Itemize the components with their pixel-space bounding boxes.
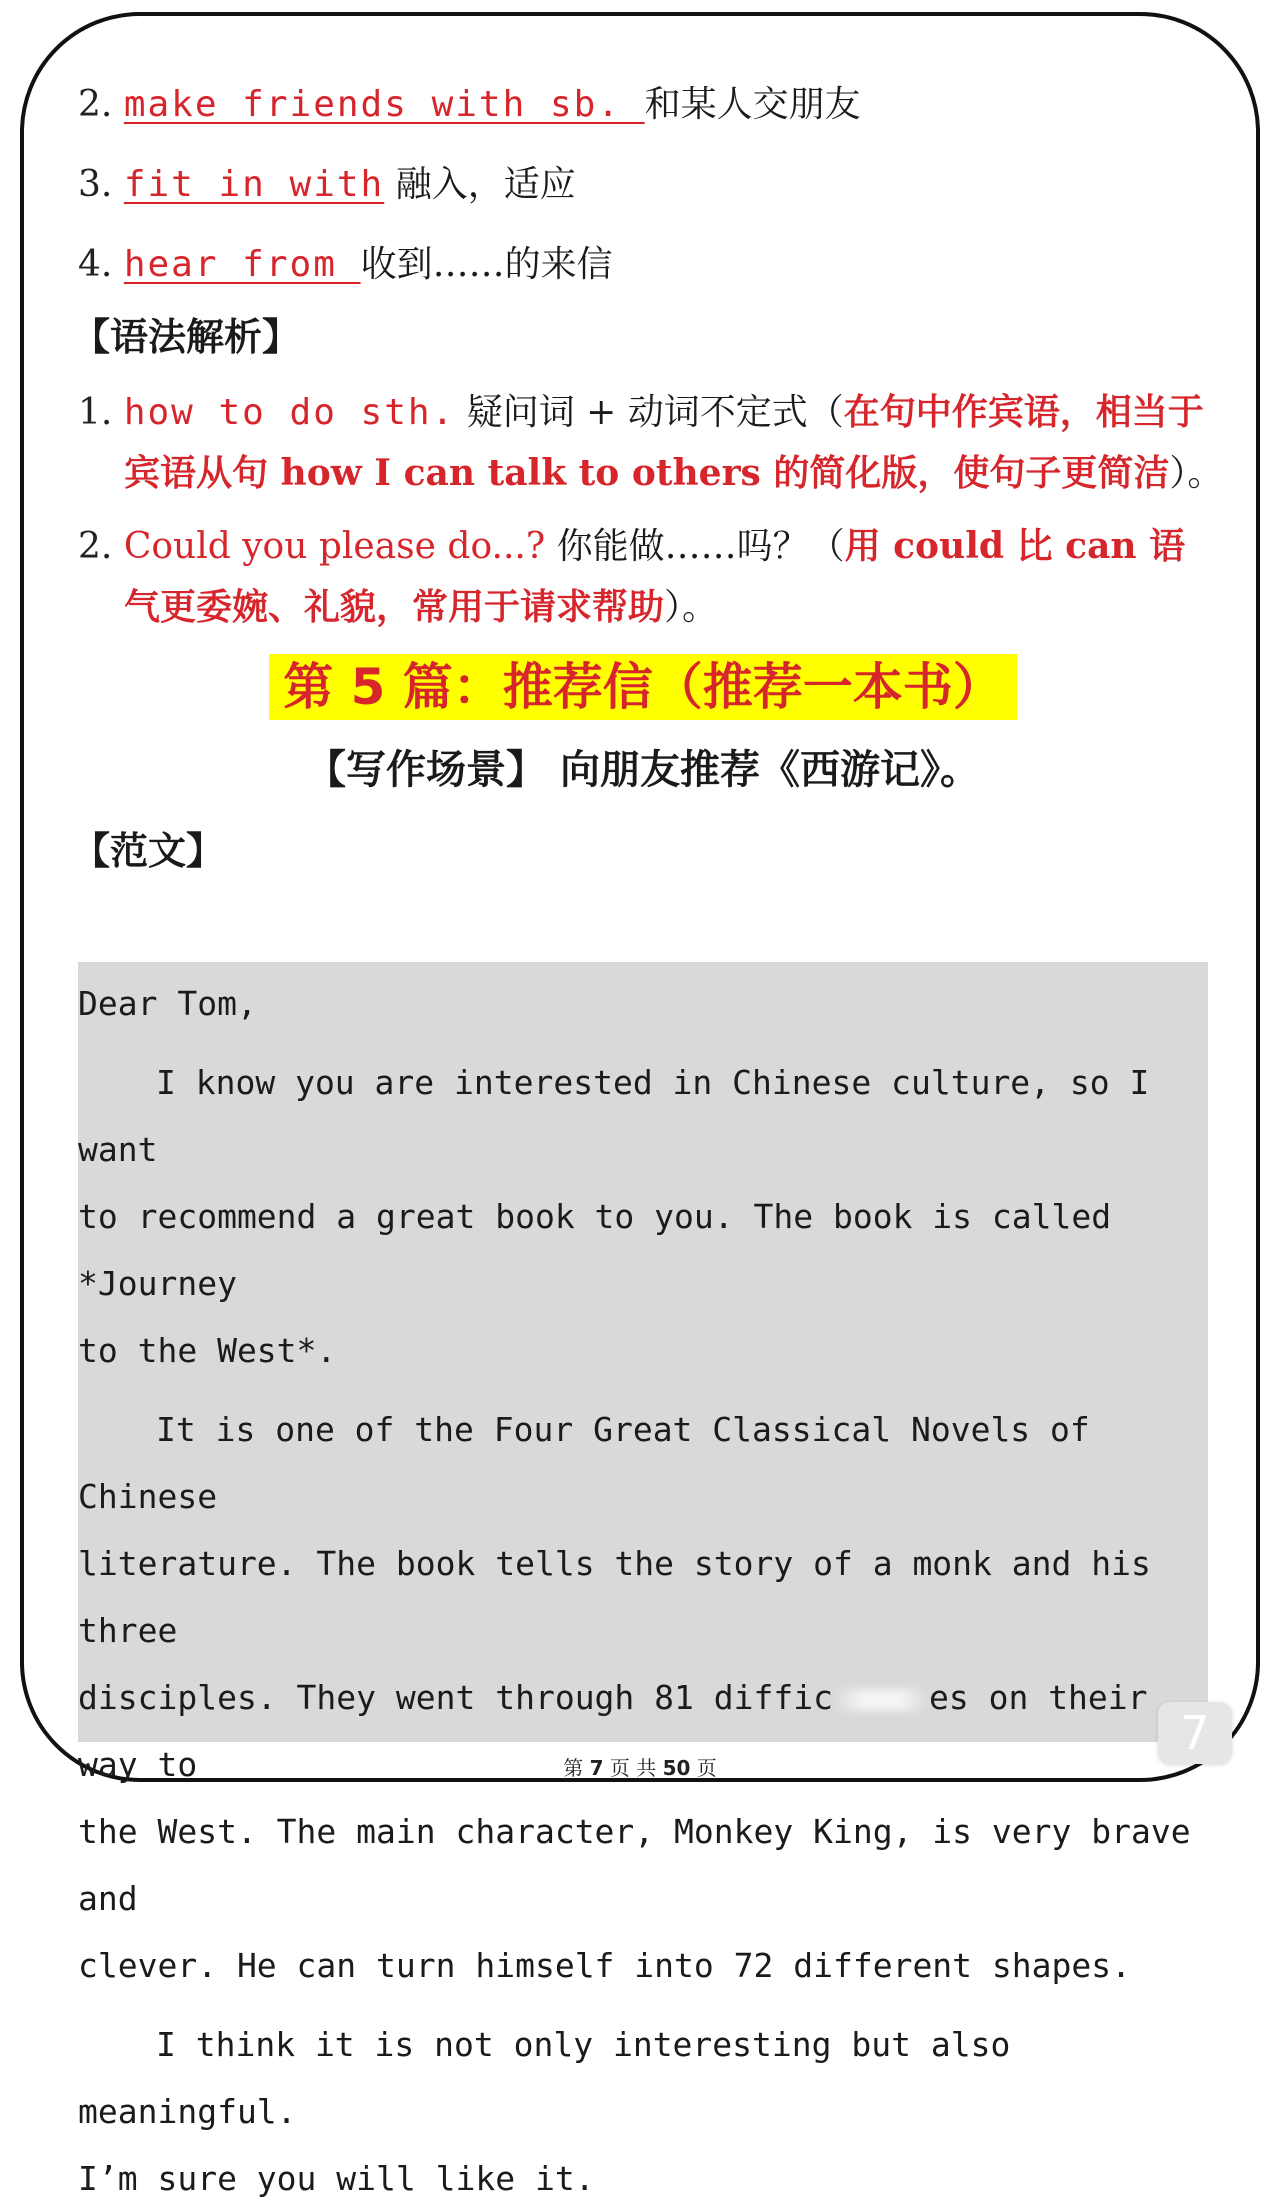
essay-line: It is one of the Four Great Classical Novels of Chinese [78,1410,1090,1516]
grammar-note: 在句中作宾语，相当于 [843,391,1204,433]
grammar-note: 用 could 比 can 语 [844,525,1186,567]
grammar-note: 气更委婉、礼貌，常用于请求帮助 [124,586,665,628]
grammar-desc: 疑问词 + 动词不定式（ [466,392,844,433]
total-pages: 50 [662,1756,691,1780]
article-title: 第 5 篇：推荐信（推荐一本书） [269,654,1017,720]
vocab-phrase: make friends with sb. [123,84,645,125]
blurred-text [833,1689,929,1711]
essay-line: to recommend a great book to you. The book is called *Journey [78,1197,1112,1303]
essay-line: literature. The book tells the story of a monk and his three [78,1544,1151,1650]
grammar-item [78,516,1208,638]
essay-line: disciples. They went through 81 diffic es on their way to [78,1678,1148,1784]
essay-line: I’m sure you will like it. [78,2159,595,2198]
vocab-meaning: 收到……的来信 [360,244,613,285]
vocab-phrase: hear from [123,244,361,285]
page-number-badge: 7 [1158,1702,1232,1764]
vocab-item [78,162,1208,208]
article-title-wrap [78,654,1208,720]
essay-paragraph [78,1049,1208,1384]
sample-heading: 【范文】 [72,828,225,873]
essay-line: the West. The main character, Monkey King, is very brave and [78,1812,1191,1918]
vocab-phrase: fit in with [123,164,385,205]
vocab-meaning: 融入，适应 [395,164,576,205]
writing-scene: 【写作场景】 向朋友推荐《西游记》。 [306,746,980,793]
essay-line: I think it is not only interesting but also meaningful. [78,2025,1011,2131]
current-page: 7 [589,1756,604,1780]
essay-line: to the West*. [78,1331,337,1370]
essay-greeting: Dear Tom, [78,984,257,1023]
grammar-tail: ）。 [664,587,719,628]
vocab-meaning: 和某人交朋友 [644,84,861,125]
item-number: 4. [78,244,113,285]
vocab-item [78,242,1208,288]
vocab-item [78,82,1208,128]
grammar-item [78,382,1224,504]
essay-paragraph [78,1396,1208,1999]
page-footer: 第 7 页 共 50 页 [563,1756,717,1780]
essay-line: clever. He can turn himself into 72 different shapes. [78,1946,1131,1985]
grammar-phrase: how to do sth. [123,392,456,433]
item-number: 3. [78,164,113,205]
grammar-note: 宾语从句 how I can talk to others 的简化版，使句子更简洁 [124,452,1170,494]
grammar-tail: ）。 [1169,453,1224,494]
item-number: 2. [78,84,113,125]
grammar-heading: 【语法解析】 [72,314,301,359]
grammar-desc: 你能做……吗？（ [556,526,845,567]
essay-line: I know you are interested in Chinese culture, so I want [78,1063,1150,1169]
grammar-phrase: Could you please do...? [123,526,546,567]
item-number: 1. [78,392,113,433]
essay-paragraph [78,2011,1208,2212]
page-content [72,82,1224,896]
item-number: 2. [78,526,113,567]
